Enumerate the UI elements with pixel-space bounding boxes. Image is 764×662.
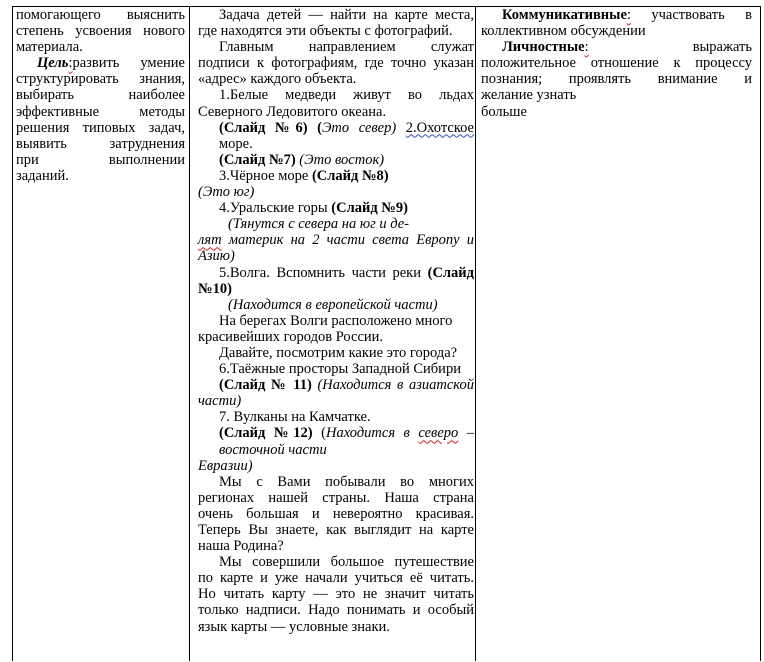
column-divider-1 bbox=[189, 7, 190, 661]
text-line: Давайте, посмотрим какие это города? bbox=[219, 344, 458, 361]
goal-line: заданий. bbox=[16, 167, 69, 184]
lesson-table bbox=[12, 6, 761, 661]
slide-line: (Слайд № 11) (Находится в азиатской bbox=[219, 377, 474, 394]
column-divider-2 bbox=[475, 7, 476, 661]
slide-line: (Слайд №6) (Это север) 2.Охотское bbox=[219, 119, 474, 136]
stage-line: степень усвоения нового bbox=[16, 23, 185, 40]
slide-ref: (Слайд № 11) bbox=[219, 377, 312, 394]
comm-line: Коммуникативные: участвовать в bbox=[502, 7, 752, 23]
text-line: Мы с Вами побывали во многих bbox=[219, 473, 474, 490]
text-line: Северного Ледовитого океана. bbox=[198, 103, 387, 120]
comm-label: Коммуникативные bbox=[502, 7, 627, 23]
text-line: только надписи. Надо понимать и особый bbox=[198, 602, 474, 619]
text-line: очень большая и невероятно красивая. bbox=[198, 505, 474, 522]
goal-line: эффективные методы bbox=[16, 103, 185, 120]
goal-line: выбирать наиболее bbox=[16, 87, 185, 104]
text-line: регионах нашей страны. Наша страна bbox=[198, 489, 474, 506]
slide-line: 3.Чёрное море (Слайд №8) bbox=[219, 167, 389, 184]
goal-label: Цель bbox=[37, 55, 69, 72]
pers-line: желание узнать bbox=[481, 87, 577, 104]
text-line: красивейших городов России. bbox=[198, 328, 384, 345]
slide-line: 5.Волга. Вспомнить части реки (Слайд bbox=[219, 264, 474, 281]
column-stage bbox=[16, 7, 185, 184]
text-line: Задача детей — найти на карте места, bbox=[219, 7, 474, 23]
slide-comment: (Находится в европейской части) bbox=[228, 296, 438, 313]
goal-line: выявить затруднения bbox=[16, 135, 185, 152]
slide-line: (Слайд №7) (Это восток) bbox=[219, 151, 385, 168]
slide-comment: лят материк на 2 части света Европу и bbox=[198, 232, 475, 249]
text-line: 7. Вулканы на Камчатке. bbox=[219, 409, 371, 426]
slide-ref: (Слайд №8) bbox=[311, 167, 389, 184]
slide-line: (Слайд №12) (Находится в северо – bbox=[219, 425, 475, 442]
stage-line: помогающего выяснить bbox=[16, 7, 185, 23]
comm-line: коллективном обсуждении bbox=[481, 23, 646, 40]
text-line: по карте и уже начали учиться её читать. bbox=[198, 570, 474, 587]
slide-ref: (Слайд bbox=[427, 264, 474, 281]
text-line: Теперь Вы знаете, как выглядит на карте bbox=[198, 522, 474, 538]
slide-ref: (Слайд №9) bbox=[331, 200, 408, 217]
slide-ref: (Слайд №12) bbox=[219, 425, 313, 442]
text-line: 1.Белые медведи живут во льдах bbox=[219, 87, 474, 104]
text-line: «адрес» каждого объекта. bbox=[198, 71, 357, 88]
text-line: наша Родина? bbox=[198, 538, 284, 555]
goal-line: при выполнении bbox=[16, 151, 185, 168]
column-uud bbox=[481, 7, 752, 120]
goal-line: решения типовых задач, bbox=[16, 119, 185, 136]
slide-comment: Азию) bbox=[198, 248, 235, 265]
pers-line: познания; проявлять внимание и bbox=[481, 71, 752, 88]
pers-line: больше bbox=[481, 103, 527, 120]
text-line: На берегах Волги расположено много bbox=[219, 312, 453, 329]
text-line: 6.Таёжные просторы Западной Сибири bbox=[219, 361, 461, 378]
slide-ref: (Слайд №7) bbox=[219, 151, 296, 168]
slide-comment: части) bbox=[198, 393, 242, 410]
text-line: подписи к фотографиям, где точно указан bbox=[198, 55, 474, 72]
pers-line: Личностные: выражать bbox=[502, 39, 752, 56]
text-line: Мы совершили большое путешествие bbox=[219, 554, 474, 571]
goal-line: структурировать знания, bbox=[16, 71, 185, 88]
text-line: Но читать карту — это не значит читать bbox=[198, 586, 474, 603]
slide-ref: №10) bbox=[198, 280, 232, 297]
slide-comment: (Это юг) bbox=[198, 184, 255, 201]
slide-comment: восточной части bbox=[219, 441, 327, 458]
slide-comment: Евразии) bbox=[198, 457, 253, 474]
text-line: язык карты — условные знаки. bbox=[198, 618, 390, 635]
pers-label: Личностные bbox=[502, 39, 585, 56]
text-line: Главным направлением служат bbox=[219, 39, 474, 56]
stage-line: материала. bbox=[16, 39, 83, 56]
text-line: где находятся эти объекты с фотографий. bbox=[198, 23, 453, 40]
pers-line: положительное отношение к процессу bbox=[481, 55, 752, 72]
text-line: море. bbox=[219, 135, 253, 152]
slide-ref: (Слайд №6) bbox=[219, 119, 308, 136]
slide-line: 4.Уральские горы (Слайд №9) bbox=[219, 200, 408, 217]
slide-comment: (Тянутся с севера на юг и де- bbox=[228, 216, 410, 233]
goal-line: Цель:развить умение bbox=[37, 55, 185, 72]
column-activity bbox=[198, 7, 474, 635]
